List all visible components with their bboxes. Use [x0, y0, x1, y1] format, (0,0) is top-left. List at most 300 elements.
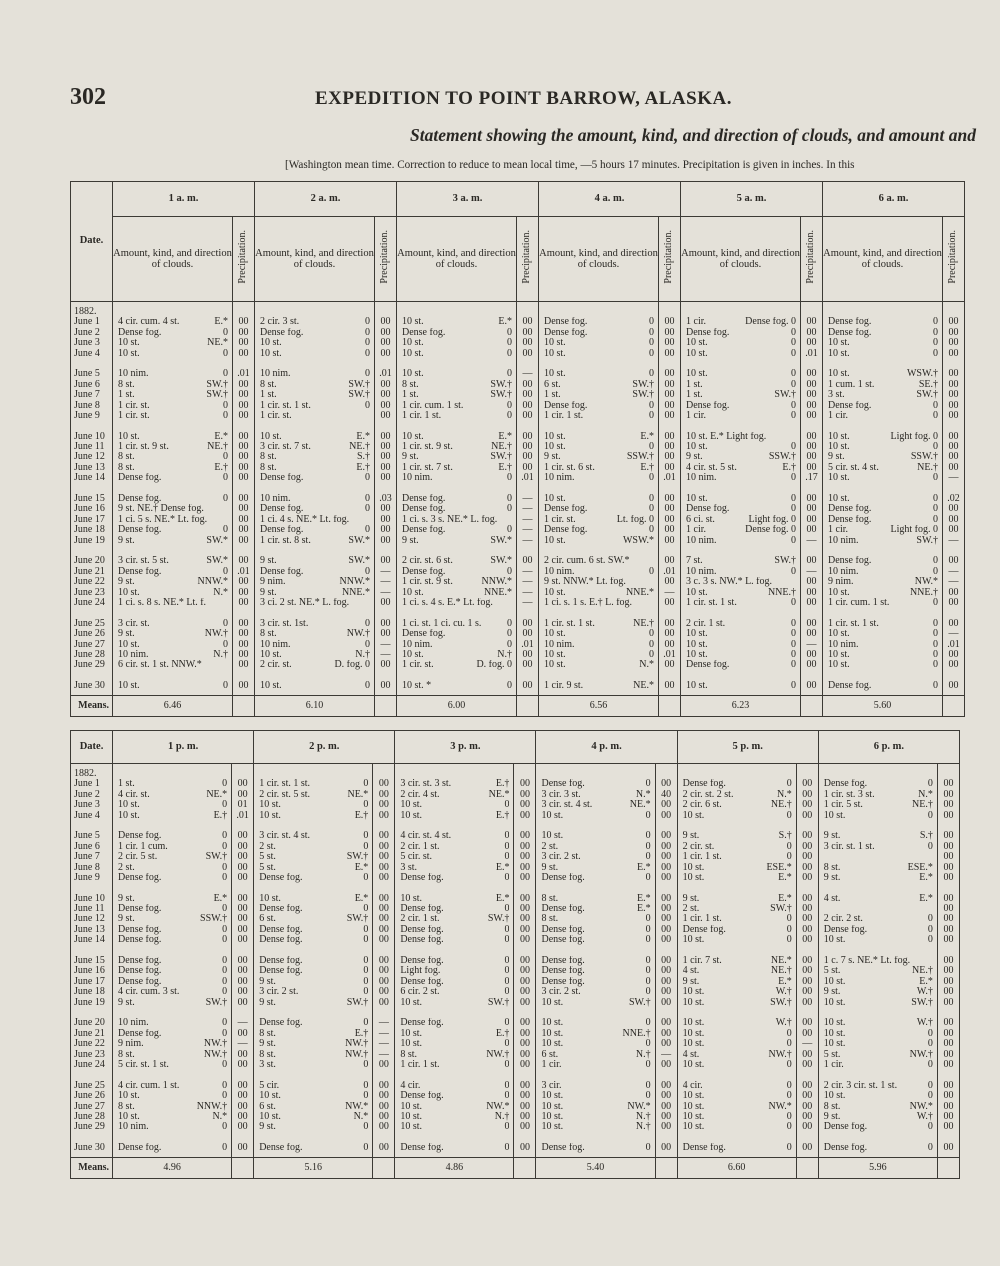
precip-value: .01 [663, 649, 676, 660]
precip-value: 00 [664, 618, 675, 629]
cloud-entry [260, 307, 370, 317]
precip-value: 00 [806, 494, 817, 505]
cloud-text: Dense fog. [823, 1122, 868, 1133]
precip-value: 00 [238, 660, 249, 671]
precip-value [373, 821, 394, 831]
cloud-entry [683, 1018, 792, 1028]
cloud-entry [828, 390, 938, 400]
cloud-entry [118, 317, 228, 327]
cloud-direction: N.* [212, 1111, 228, 1122]
cloud-text: Dense fog. [259, 1018, 303, 1029]
cloud-direction: 0 [786, 852, 792, 863]
precip-value: 00 [661, 831, 672, 842]
cloud-text: 2 st. [682, 904, 700, 915]
cloud-direction [225, 359, 228, 369]
cloud-direction: 0 [222, 904, 228, 915]
precip-value: 00 [802, 789, 813, 800]
cloud-direction: 0 [786, 841, 792, 852]
cloud-text: 6 st. [259, 914, 276, 925]
cloud-text: 10 st. [682, 1028, 705, 1039]
cloud-entry [402, 650, 512, 660]
cloud-text: 10 st. [682, 862, 705, 873]
cloud-entry [260, 484, 370, 494]
cloud-direction [930, 946, 933, 956]
cloud-direction [224, 946, 227, 956]
cloud-text: 10 st. [400, 997, 422, 1008]
cloud-entry [402, 338, 512, 348]
cloud-text: 1 cir. cum. 1 st. [402, 400, 464, 411]
cloud-direction: 0 [786, 1111, 792, 1122]
cloud-entry [400, 873, 509, 883]
cloud-text: 10 st. [544, 649, 566, 660]
cloud-text: Dense fog. [682, 924, 726, 935]
cloud-direction: Dense fog. 0 [745, 525, 796, 536]
cloud-direction: NE.† [349, 442, 370, 453]
date-label: June 18 [74, 525, 105, 536]
precip-value [943, 546, 964, 556]
cloud-direction: D. fog. 0 [334, 660, 370, 671]
cloud-direction: N.† [494, 1111, 510, 1122]
precip-value: .01 [237, 369, 250, 380]
cloud-entry [544, 504, 654, 514]
precip-value: 00 [519, 1111, 530, 1122]
precip-value: 00 [238, 400, 249, 411]
cloud-entry [541, 894, 650, 904]
cloud-text: 2 cir. st. 2 st. [682, 789, 734, 800]
cloud-entry [686, 640, 796, 650]
precip-value: 00 [380, 525, 391, 536]
cloud-entry [118, 873, 227, 883]
cloud-entry [402, 536, 512, 546]
precip-value: 00 [943, 810, 954, 821]
cloud-entry [828, 650, 938, 660]
precip-value: — [522, 525, 533, 536]
cloud-text: 2 cir. 3 st. [260, 317, 300, 328]
cloud-direction: 0 [504, 904, 510, 915]
cloud-entry [686, 307, 796, 317]
precip-value: 00 [661, 800, 672, 811]
cloud-entry [544, 567, 654, 577]
cloud-entry [118, 894, 227, 904]
cloud-text: 3 st. [259, 1059, 276, 1070]
precip-value [233, 359, 254, 369]
cloud-direction: NNE.† [909, 587, 938, 598]
cloud-entry [118, 863, 227, 873]
precip-value: 00 [237, 1111, 248, 1122]
cloud-text: 10 st. [682, 1039, 705, 1050]
precip-value: 00 [948, 442, 959, 453]
cloud-entry [259, 1122, 368, 1132]
cloud-entry [259, 1018, 368, 1028]
precip-value: 00 [519, 872, 530, 883]
cloud-direction: 0 [791, 618, 796, 629]
cloud-direction: 0 [507, 473, 512, 484]
date-label: June 22 [74, 577, 105, 588]
cloud-text: 3 cir. 2 st. [259, 987, 299, 998]
cloud-direction: SW.† [770, 997, 792, 1008]
cloud-text: 10 st. [828, 431, 850, 442]
date-label: June 29 [74, 1122, 105, 1133]
cloud-direction: NNW.* [481, 577, 512, 588]
cloud-direction: 0 [786, 810, 792, 821]
cloud-direction: NW.† [345, 1039, 369, 1050]
cloud-entry [402, 390, 512, 400]
precip-value: 00 [519, 997, 530, 1008]
cloud-direction: N.† [497, 649, 512, 660]
precip-value: 00 [664, 494, 675, 505]
cloud-text: 6 st. [259, 1101, 276, 1112]
precip-value: 00 [806, 525, 817, 536]
precip-value: 00 [237, 893, 248, 904]
precip-value: .01 [947, 639, 960, 650]
precip-value: 00 [238, 597, 249, 608]
cloud-entry [683, 1112, 792, 1122]
mean-precip-cell [514, 1158, 536, 1179]
cloud-entry [118, 640, 228, 650]
hour-header: 3 p. m. [395, 731, 536, 764]
cloud-entry [828, 588, 938, 598]
am-table [70, 181, 965, 717]
cloud-entry [683, 925, 792, 935]
cloud-direction: E.* [354, 893, 369, 904]
cloud-entry [118, 914, 227, 924]
cloud-text: 10 st. [682, 1018, 705, 1029]
precip-value: 00 [943, 1091, 954, 1102]
cloud-direction: 0 [222, 1143, 228, 1154]
cloud-entry [400, 904, 509, 914]
precip-value: 00 [661, 904, 672, 915]
precip-value: 00 [806, 317, 817, 328]
cloud-text: 1 cir. 7 st. [682, 956, 722, 967]
precipitation-column [655, 764, 677, 1158]
cloud-direction: 0 [927, 914, 933, 925]
precip-value: 00 [378, 841, 389, 852]
cloud-entry [544, 484, 654, 494]
cloud-entry [118, 411, 228, 421]
cloud-direction: 0 [927, 779, 933, 790]
cloud-entry [686, 473, 796, 483]
cloud-direction: 0 [645, 831, 651, 842]
precip-value [659, 359, 680, 369]
precip-value [375, 671, 396, 681]
precip-value: .03 [379, 494, 392, 505]
cloud-entry [824, 1133, 933, 1143]
row-gap [74, 546, 112, 556]
cloud-direction: 0 [791, 660, 796, 671]
cloud-text: Dense fog. [400, 976, 444, 987]
cloud-entry [260, 421, 370, 431]
cloud-entry [118, 1081, 227, 1091]
cloud-direction [367, 546, 370, 556]
cloud-direction: 0 [933, 317, 938, 328]
cloud-direction: 0 [507, 348, 512, 359]
cloud-direction: 0 [645, 924, 651, 935]
cloud-entry [402, 660, 512, 670]
cloud-entry [828, 494, 938, 504]
cloud-direction [365, 883, 368, 893]
cloud-direction: ESE.* [907, 862, 933, 873]
cloud-entry [259, 1081, 368, 1091]
precip-value: 00 [238, 317, 249, 328]
cloud-direction: NNE.* [483, 587, 512, 598]
cloud-text: 10 st. [259, 893, 281, 904]
cloud-direction: 0 [927, 1080, 933, 1091]
row-gap [74, 821, 112, 831]
precip-value: 00 [661, 1101, 672, 1112]
cloud-direction: 0 [363, 1080, 369, 1091]
cloud-direction: 0 [645, 1143, 651, 1154]
precip-value: .01 [521, 473, 534, 484]
precip-value: 00 [948, 587, 959, 598]
precip-value: 00 [943, 852, 954, 863]
precip-value: 00 [522, 649, 533, 660]
precip-value: 00 [380, 535, 391, 546]
cloud-entry [544, 421, 654, 431]
running-head: EXPEDITION TO POINT BARROW, ALASKA. [315, 88, 732, 109]
cloud-direction [365, 1133, 368, 1143]
precip-value: 00 [522, 556, 533, 567]
cloud-direction: 0 [649, 473, 654, 484]
cloud-entry [260, 536, 370, 546]
cloud-text: 10 st. [686, 494, 708, 505]
precip-value [373, 1008, 394, 1018]
cloud-entry [260, 317, 370, 327]
cloud-direction [225, 515, 228, 525]
cloud-direction: NE.† [207, 442, 228, 453]
precip-value: 00 [664, 629, 675, 640]
precip-value: 00 [380, 452, 391, 463]
cloud-text: Dense fog. [118, 494, 162, 505]
cloud-entry [544, 536, 654, 546]
hour-header: 6 p. m. [818, 731, 959, 764]
date-label: June 9 [74, 410, 100, 421]
precip-value: 00 [661, 1122, 672, 1133]
cloud-text: 1 ci. 4 s. NE.* Lt. fog. [260, 514, 350, 525]
cloud-text: Dense fog. [544, 327, 588, 338]
cloud-entry [683, 1008, 792, 1018]
precip-value: 00 [802, 1049, 813, 1060]
precip-value [517, 608, 538, 618]
precip-value: 00 [522, 618, 533, 629]
precip-value: 00 [519, 976, 530, 987]
cloud-direction: 0 [645, 914, 651, 925]
cloud-entry [259, 1070, 368, 1080]
cloud-entry [402, 567, 512, 577]
precip-value: 00 [661, 1091, 672, 1102]
precip-value: 00 [806, 681, 817, 692]
precip-value: — [948, 535, 959, 546]
precip-value: 00 [802, 810, 813, 821]
cloud-entry [686, 556, 796, 566]
date-label: June 1 [74, 779, 100, 790]
cloud-text: 10 st. [828, 494, 850, 505]
precip-value: 00 [237, 914, 248, 925]
precip-value: 00 [943, 1080, 954, 1091]
cloud-text: Dense fog. [402, 504, 446, 515]
cloud-text: 5 cir. st. 1 st. [118, 1059, 169, 1070]
cloud-text: 10 st. [828, 587, 850, 598]
cloud-direction: 0 [927, 924, 933, 935]
cloud-text: 10 st. [541, 1039, 564, 1050]
precipitation-column [375, 302, 397, 696]
precip-value: 00 [806, 597, 817, 608]
cloud-direction: 0 [786, 935, 792, 946]
cloud-entry [400, 769, 509, 779]
cloud-entry [259, 1143, 368, 1153]
precip-value [797, 883, 818, 893]
precip-value: 00 [522, 390, 533, 401]
precip-value: 00 [664, 369, 675, 380]
mean-value: 6.23 [681, 696, 801, 717]
precip-value: 00 [661, 1111, 672, 1122]
precip-value: 00 [380, 597, 391, 608]
precip-value: 00 [238, 452, 249, 463]
precip-value: 00 [237, 1101, 248, 1112]
cloud-text: Dense fog. [118, 924, 162, 935]
cloud-direction: 0 [933, 660, 938, 671]
precip-header-cell [517, 217, 539, 302]
precip-value: 00 [948, 369, 959, 380]
cloud-entry [828, 660, 938, 670]
cloud-direction: 0 [933, 556, 938, 567]
cloud-text: 10 st. [541, 1111, 564, 1122]
cloud-entry [544, 671, 654, 681]
cloud-entry [259, 935, 368, 945]
precip-value: — [806, 566, 817, 577]
cloud-direction [793, 432, 796, 442]
precip-value: 00 [378, 862, 389, 873]
precip-value [232, 1133, 253, 1143]
cloud-direction: 0 [504, 1018, 510, 1029]
cloud-entry [824, 904, 933, 914]
cloud-text: 10 st. [544, 431, 566, 442]
cloud-entry [541, 925, 650, 935]
date-label: June 19 [74, 997, 105, 1008]
precip-value: 00 [519, 914, 530, 925]
cloud-text: 10 st. [541, 1091, 564, 1102]
cloud-entry [118, 769, 227, 779]
cloud-direction: NW.* [914, 577, 938, 588]
cloud-entry [541, 1029, 650, 1039]
cloud-direction: 0 [363, 1018, 369, 1029]
cloud-direction: N.† [635, 1049, 651, 1060]
cloud-entry [259, 894, 368, 904]
cloud-text: 8 st. [260, 379, 277, 390]
cloud-text: Dense fog. [118, 327, 162, 338]
cloud-direction: 0 [363, 956, 369, 967]
cloud-entry [118, 484, 228, 494]
cloud-direction [506, 1070, 509, 1080]
cloud-direction: N.† [635, 1111, 651, 1122]
cloud-entry [259, 956, 368, 966]
cloud-text: Dense fog. [828, 681, 872, 692]
precip-value: 00 [948, 618, 959, 629]
precip-value: 00 [238, 681, 249, 692]
cloud-entry [686, 380, 796, 390]
precip-value: 00 [522, 400, 533, 411]
cloud-text: 10 st. [682, 987, 705, 998]
cloud-entry [824, 946, 933, 956]
precip-value: 00 [380, 556, 391, 567]
cloud-entry [400, 987, 509, 997]
cloud-text: 10 st. [400, 893, 422, 904]
cloud-entry [400, 811, 509, 821]
cloud-direction: E.* [636, 904, 651, 915]
cloud-entry [118, 1070, 227, 1080]
cloud-text: 10 nim. [402, 473, 433, 484]
cloud-entry [544, 577, 654, 587]
cloud-entry [400, 1029, 509, 1039]
cloud-entry [544, 556, 654, 566]
cloud-entry [118, 577, 228, 587]
cloud-entry [686, 588, 796, 598]
cloud-direction: 0 [223, 369, 228, 380]
cloud-direction: 0 [927, 841, 933, 852]
cloud-entry [541, 831, 650, 841]
precip-value: 00 [802, 893, 813, 904]
cloud-direction: WSW.* [622, 535, 654, 546]
cloud-text: 10 nim. [544, 639, 575, 650]
cloud-entry [544, 411, 654, 421]
cloud-text: 9 st. [828, 452, 845, 463]
precip-value: — [522, 535, 533, 546]
cloud-entry [541, 1039, 650, 1049]
cloud-text: Dense fog. [541, 872, 585, 883]
cloud-entry [118, 852, 227, 862]
cloud-text: 10 st. [682, 1111, 705, 1122]
precip-value: 00 [943, 1143, 954, 1154]
cloud-entry [260, 577, 370, 587]
cloud-entry [118, 925, 227, 935]
precip-value: 00 [948, 348, 959, 359]
precip-value: — [948, 566, 959, 577]
cloud-direction: 0 [363, 976, 369, 987]
precip-header: Precipitation. [663, 230, 675, 285]
cloud-direction: 0 [786, 1143, 792, 1154]
cloud-direction: SSW.† [910, 452, 938, 463]
precip-value: 00 [943, 956, 954, 967]
cloud-entry [824, 1029, 933, 1039]
cloud-direction: NW.† [203, 1039, 228, 1050]
cloud-entry [402, 577, 512, 587]
precip-value: 00 [237, 1143, 248, 1154]
precip-value: — [664, 587, 675, 598]
cloud-direction: 0 [927, 1028, 933, 1039]
precip-value: 00 [238, 629, 249, 640]
cloud-entry [824, 1091, 933, 1101]
cloud-entry [686, 598, 796, 608]
cloud-text: 4 cir. [682, 1080, 703, 1091]
precip-value: 00 [802, 1059, 813, 1070]
cloud-text: 3 cir. st. 1st. [260, 618, 309, 629]
cloud-direction: Lt. fog. 0 [616, 514, 654, 525]
precip-value: 00 [943, 872, 954, 883]
cloud-text: 4 st. [682, 1049, 700, 1060]
cloud-entry [118, 842, 227, 852]
cloud-direction: 0 [933, 618, 938, 629]
cloud-entry [544, 525, 654, 535]
precip-value [659, 421, 680, 431]
cloud-direction [225, 660, 228, 670]
cloud-text: Dense fog. [260, 525, 304, 536]
cloud-direction: E.* [495, 862, 510, 873]
cloud-entry [260, 452, 370, 462]
cloud-text: Dense fog. [541, 976, 585, 987]
cloud-direction [793, 577, 796, 587]
mean-value: 6.00 [397, 696, 517, 717]
cloud-direction: 0 [791, 504, 796, 515]
precip-value: 00 [237, 904, 248, 915]
